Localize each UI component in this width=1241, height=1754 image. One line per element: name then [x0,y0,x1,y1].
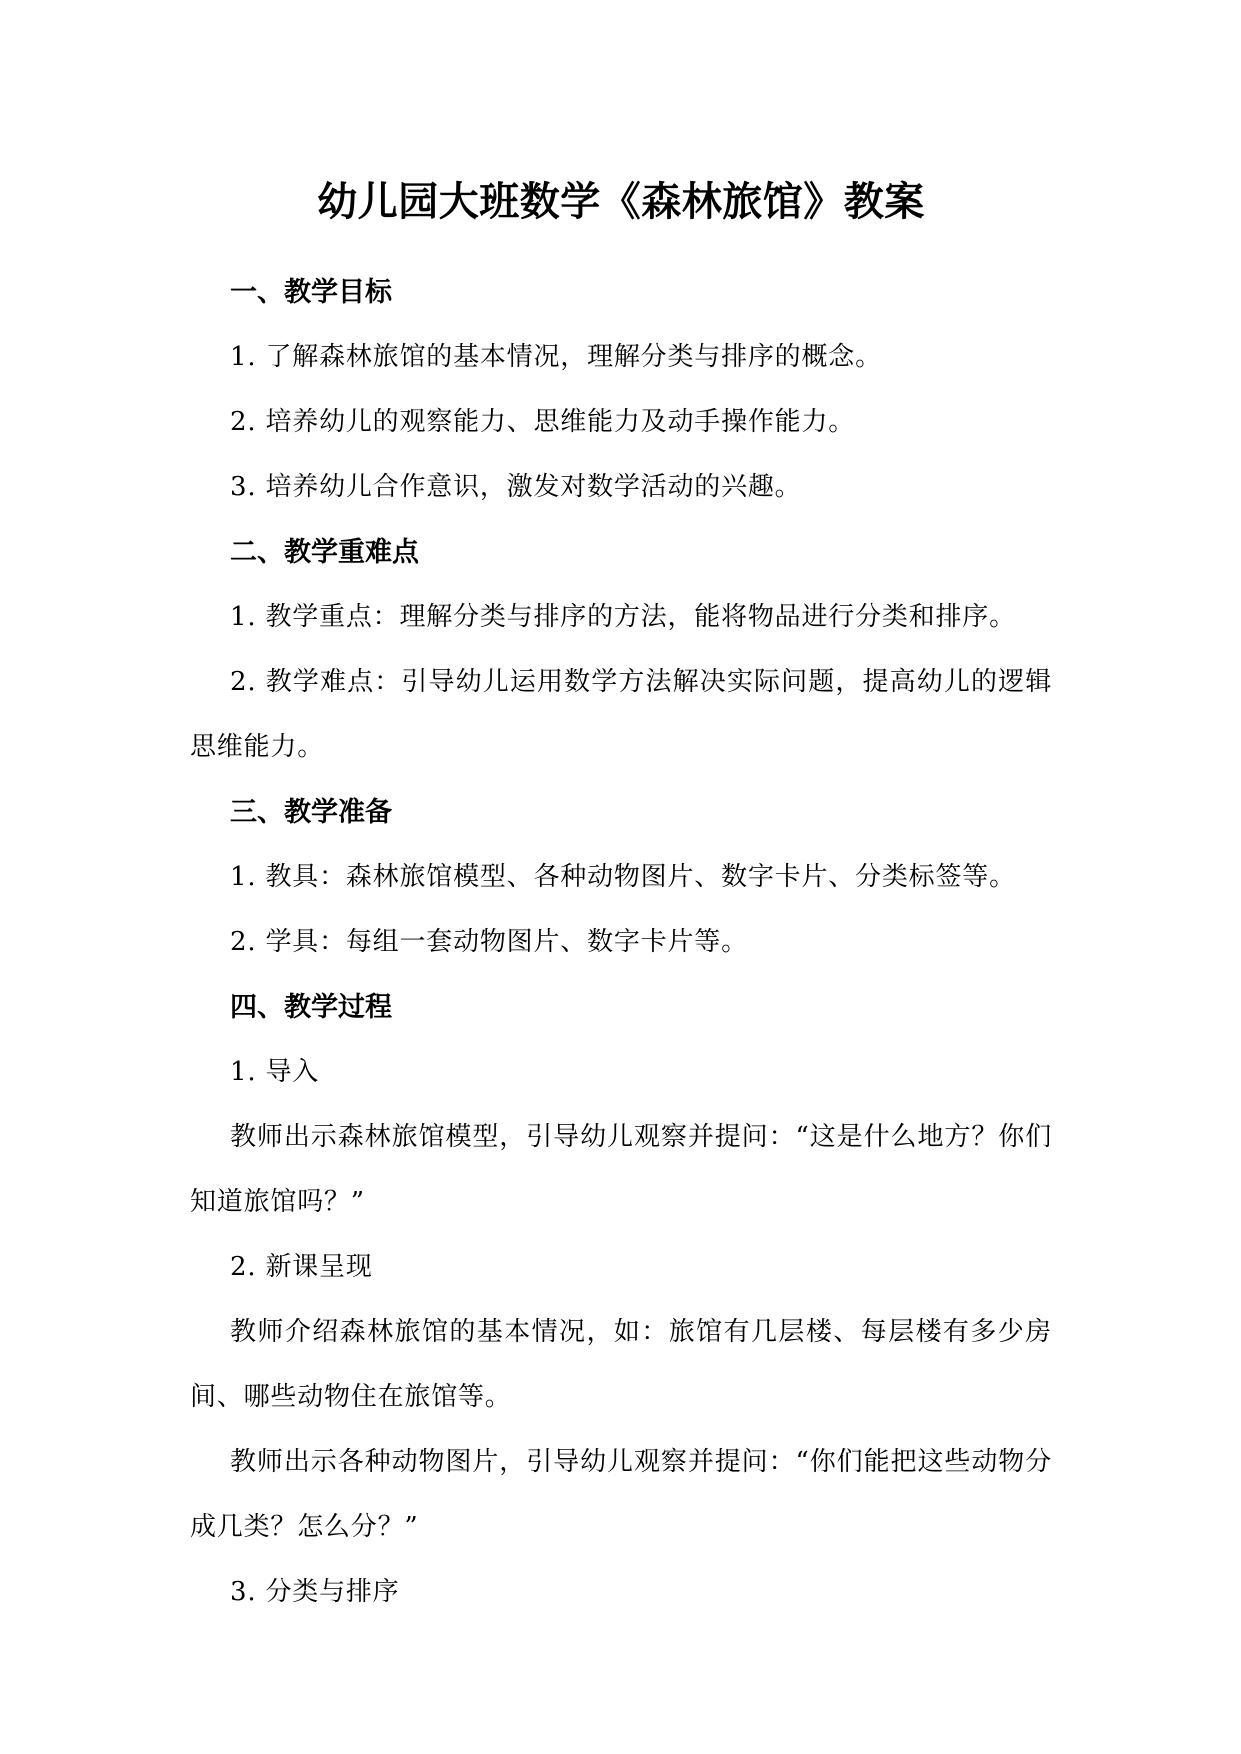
paragraph: 教师出示森林旅馆模型，引导幼儿观察并提问：“这是什么地方？你们知道旅馆吗？” [190,1122,1052,1217]
section-teaching-process [190,975,1052,1625]
paragraph: 1. 教具：森林旅馆模型、各种动物图片、数字卡片、分类标签等。 [230,862,1016,892]
paragraph: 1. 教学重点：理解分类与排序的方法，能将物品进行分类和排序。 [230,602,1016,632]
section-heading: 三、教学准备 [230,797,392,828]
paragraph: 3. 培养幼儿合作意识，激发对数学活动的兴趣。 [230,472,802,502]
paragraph: 3. 分类与排序 [230,1577,400,1607]
paragraph: 2. 教学难点：引导幼儿运用数学方法解决实际问题，提高幼儿的逻辑思维能力。 [190,667,1052,762]
paragraph: 1. 导入 [230,1057,320,1087]
section-heading: 一、教学目标 [230,277,392,308]
paragraph: 教师介绍森林旅馆的基本情况，如：旅馆有几层楼、每层楼有多少房间、哪些动物住在旅馆等。 [190,1317,1052,1412]
section-key-points [190,520,1052,780]
document-title: 幼儿园大班数学《森林旅馆》教案 [317,179,925,225]
section-heading: 四、教学过程 [230,992,392,1023]
paragraph: 教师出示各种动物图片，引导幼儿观察并提问：“你们能把这些动物分成几类？怎么分？” [190,1447,1052,1542]
paragraph: 2. 学具：每组一套动物图片、数字卡片等。 [230,927,748,957]
paragraph: 2. 新课呈现 [230,1252,373,1282]
paragraph: 2. 培养幼儿的观察能力、思维能力及动手操作能力。 [230,407,856,437]
section-preparation [190,780,1052,975]
paragraph: 1. 了解森林旅馆的基本情况，理解分类与排序的概念。 [230,342,882,372]
section-heading: 二、教学重难点 [230,537,419,568]
section-teaching-goals [190,260,1052,520]
document-body [190,178,1052,1625]
